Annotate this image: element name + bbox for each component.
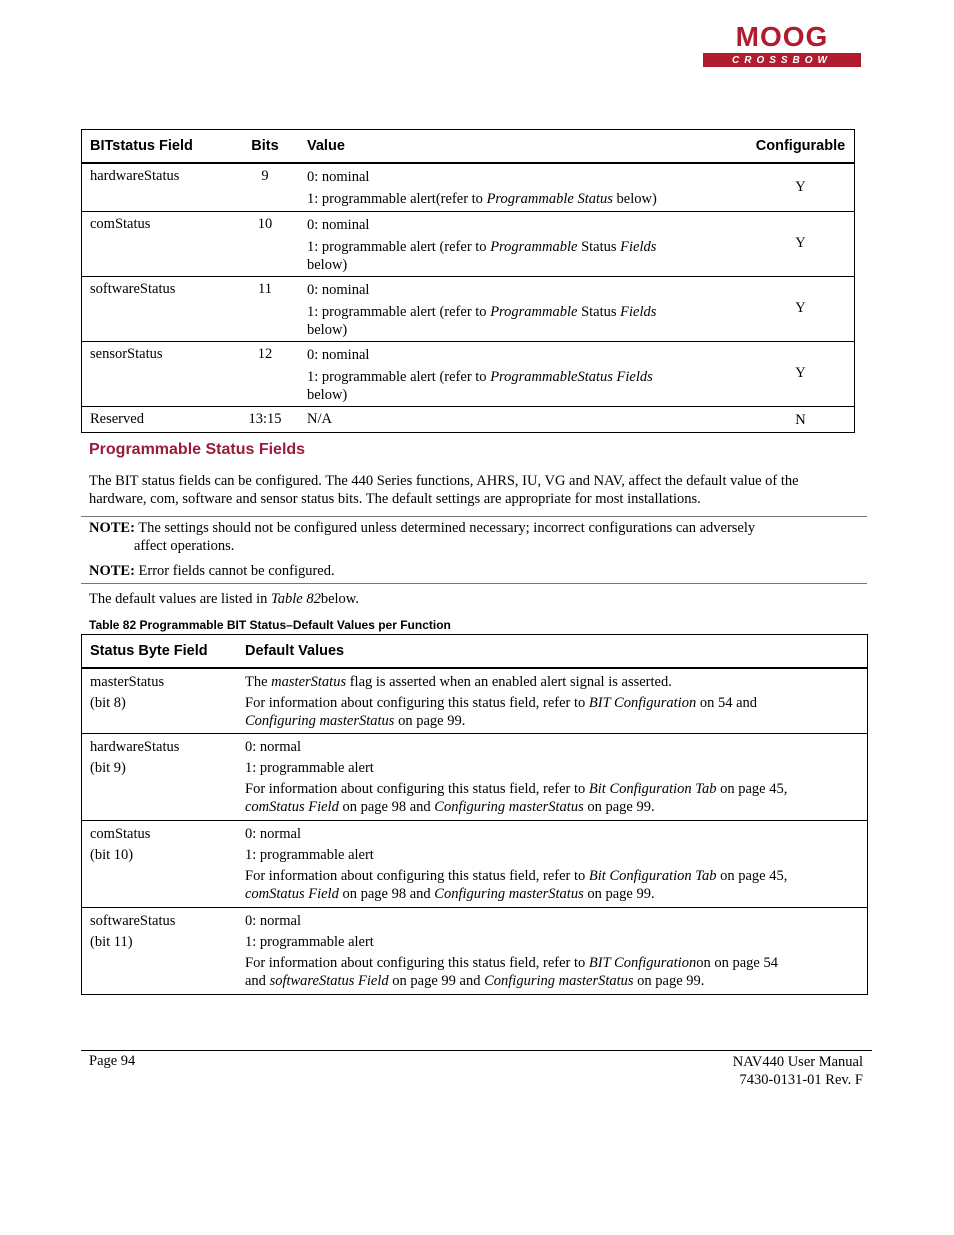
value-line: 0: nominal	[307, 216, 370, 233]
table-header-row	[82, 130, 855, 164]
value-text: 1: programmable alert (refer to	[307, 303, 491, 320]
field-cell: hardwareStatus	[82, 163, 241, 211]
value-line	[245, 867, 867, 885]
value-link-text: Configuring masterStatus	[484, 972, 634, 989]
value-text: Status	[577, 238, 621, 255]
value-cell	[290, 341, 747, 406]
bits-cell: 10	[240, 211, 290, 276]
header-bitstatus-field: BITstatus Field	[82, 130, 241, 164]
table-row	[82, 406, 855, 432]
value-cell: N/A	[290, 406, 747, 432]
value-text: For information about configuring this status field, refer to	[245, 695, 589, 711]
note-label: NOTE:	[89, 520, 135, 536]
header-configurable: Configurable	[747, 130, 855, 164]
value-text: 1: programmable alert (refer to	[307, 238, 491, 255]
table-row	[82, 276, 855, 341]
bitstatus-table	[81, 129, 855, 433]
value-line: 0: nominal	[307, 169, 370, 185]
value-cell	[290, 211, 747, 276]
value-line: below)	[307, 321, 348, 338]
value-line: below)	[307, 256, 348, 273]
default-values-cell	[245, 668, 868, 733]
value-link-text: Fields	[620, 303, 657, 320]
value-link-text: Bit Configuration Tab	[588, 867, 717, 884]
value-link-text: comStatus Field	[245, 885, 339, 902]
status-field-name: masterStatus	[90, 674, 165, 690]
value-line	[307, 303, 747, 321]
value-link-text: Configuring masterStatus	[245, 713, 395, 729]
value-line	[245, 780, 867, 798]
section-heading: Programmable Status Fields	[89, 441, 306, 458]
field-cell: comStatus	[82, 211, 241, 276]
value-line	[307, 238, 747, 256]
status-field-name: comStatus	[90, 825, 151, 842]
intro-paragraph: The BIT status fields can be configured. The 440 Series functions, AHRS, IU, VG and NAV, affect the default value of the hardware, com, software and sensor status bits. The default settings are appropriate for most installations.	[89, 473, 799, 507]
value-line	[245, 972, 867, 990]
status-field-bit: (bit 10)	[90, 846, 134, 863]
value-link-text: Bit Configuration Tab	[588, 780, 717, 797]
table-row	[82, 211, 855, 276]
value-line	[245, 712, 867, 730]
bits-cell: 13:15	[240, 406, 290, 432]
value-link-text: Fields	[620, 238, 657, 255]
note-error-fields	[89, 563, 335, 580]
document-revision: 7430-0131-01 Rev. F	[739, 1072, 863, 1088]
default-values-cell	[245, 907, 868, 994]
value-text: on page 99.	[633, 972, 705, 989]
status-field-bit: (bit 9)	[90, 759, 126, 776]
value-link-text: ProgrammableStatus Fields	[490, 368, 653, 385]
value-link-text: BIT Configuration	[588, 954, 697, 971]
value-link-text: Configuring masterStatus	[434, 885, 584, 902]
footer-document-info	[733, 1053, 863, 1089]
value-link-text: Programmable	[490, 238, 578, 255]
value-text: on page 99.	[394, 713, 466, 729]
note-top-rule	[81, 516, 867, 517]
value-link-text: masterStatus	[271, 674, 347, 690]
moog-crossbow-logo	[703, 21, 861, 68]
value-line	[307, 368, 747, 386]
field-cell: softwareStatus	[82, 276, 241, 341]
configurable-cell: N	[747, 406, 855, 432]
note-settings	[89, 519, 859, 555]
value-text: 1: programmable alert(refer to	[307, 191, 487, 207]
value-text: For information about configuring this status field, refer to	[245, 867, 589, 884]
value-link-text: Programmable	[490, 303, 578, 320]
status-field-bit: (bit 11)	[90, 933, 133, 950]
value-text: on page 98 and	[338, 798, 435, 815]
value-text: For information about configuring this status field, refer to	[245, 780, 589, 797]
status-field-cell	[82, 820, 246, 907]
page-number: Page 94	[89, 1053, 136, 1069]
value-text: on on page 54	[696, 954, 778, 971]
status-field-name: hardwareStatus	[90, 738, 180, 755]
value-line	[245, 885, 867, 903]
value-line: below)	[307, 386, 348, 403]
value-text: 1: programmable alert (refer to	[307, 368, 491, 385]
note-bottom-rule	[81, 583, 867, 584]
status-field-cell	[82, 668, 246, 733]
status-field-name: softwareStatus	[90, 912, 176, 929]
value-line	[307, 190, 747, 208]
value-text: on page 45,	[716, 780, 788, 797]
note-text: Error fields cannot be configured.	[134, 563, 335, 579]
value-line	[245, 798, 867, 816]
value-line: 1: programmable alert	[245, 846, 374, 863]
value-line: 0: nominal	[307, 346, 370, 363]
status-field-bit: (bit 8)	[90, 695, 126, 711]
value-text: on page 99 and	[388, 972, 485, 989]
value-line	[245, 694, 867, 712]
value-link-text: Configuring masterStatus	[434, 798, 584, 815]
field-cell: Reserved	[82, 406, 241, 432]
footer-rule	[81, 1050, 872, 1051]
value-text: flag is asserted when an enabled alert signal is asserted.	[346, 674, 672, 690]
value-line: 1: programmable alert	[245, 933, 374, 950]
defaults-text: The default values are listed in	[89, 591, 271, 607]
value-cell	[290, 276, 747, 341]
header-default-values: Default Values	[245, 635, 868, 669]
logo-crossbow-band: CROSSBOW	[703, 53, 861, 67]
default-values-table	[81, 634, 868, 995]
bits-cell: 9	[240, 163, 290, 211]
defaults-text: below.	[320, 591, 359, 607]
table-row	[82, 668, 868, 733]
value-text: on page 99.	[583, 885, 655, 902]
table-row	[82, 907, 868, 994]
header-value: Value	[290, 130, 747, 164]
header-bits: Bits	[240, 130, 290, 164]
table-reference: Table 82	[271, 591, 321, 607]
value-link-text: comStatus Field	[245, 798, 339, 815]
value-text: on page 99.	[583, 798, 655, 815]
note-label: NOTE:	[89, 563, 135, 579]
configurable-cell: Y	[747, 341, 855, 406]
header-status-byte-field: Status Byte Field	[82, 635, 246, 669]
value-text: on page 98 and	[338, 885, 435, 902]
defaults-sentence	[89, 591, 359, 608]
table-header-row	[82, 635, 868, 669]
note-text: The settings should not be configured unless determined necessary; incorrect configurations can adversely	[134, 520, 756, 536]
value-line: 0: nominal	[307, 281, 370, 298]
value-text: on page 45,	[716, 867, 788, 884]
value-line: 1: programmable alert	[245, 759, 374, 776]
value-text: below)	[612, 191, 657, 207]
value-text: and	[245, 972, 270, 989]
value-line: 0: normal	[245, 912, 301, 929]
table-row	[82, 820, 868, 907]
value-line: 0: normal	[245, 825, 301, 842]
value-line	[245, 673, 867, 691]
configurable-cell: Y	[747, 276, 855, 341]
default-values-cell	[245, 820, 868, 907]
status-field-cell	[82, 733, 246, 820]
configurable-cell: Y	[747, 163, 855, 211]
value-line	[245, 954, 867, 972]
status-field-cell	[82, 907, 246, 994]
field-cell: sensorStatus	[82, 341, 241, 406]
value-text: Status	[577, 303, 621, 320]
value-text: on 54 and	[696, 695, 758, 711]
bits-cell: 12	[240, 341, 290, 406]
value-link-text: Programmable Status	[486, 191, 613, 207]
table-caption: Table 82 Programmable BIT Status–Default Values per Function	[89, 618, 451, 632]
document-title: NAV440 User Manual	[732, 1054, 863, 1070]
bits-cell: 11	[240, 276, 290, 341]
logo-moog-text: MOOG	[735, 21, 829, 52]
note-text: affect operations.	[134, 538, 235, 554]
value-link-text: BIT Configuration	[588, 695, 697, 711]
value-text: The	[245, 674, 272, 690]
table-row	[82, 341, 855, 406]
value-line: 0: normal	[245, 738, 301, 755]
default-values-cell	[245, 733, 868, 820]
table-row	[82, 733, 868, 820]
value-link-text: softwareStatus Field	[269, 972, 389, 989]
value-text: For information about configuring this status field, refer to	[245, 954, 589, 971]
value-cell	[290, 163, 747, 211]
table-row	[82, 163, 855, 211]
configurable-cell: Y	[747, 211, 855, 276]
